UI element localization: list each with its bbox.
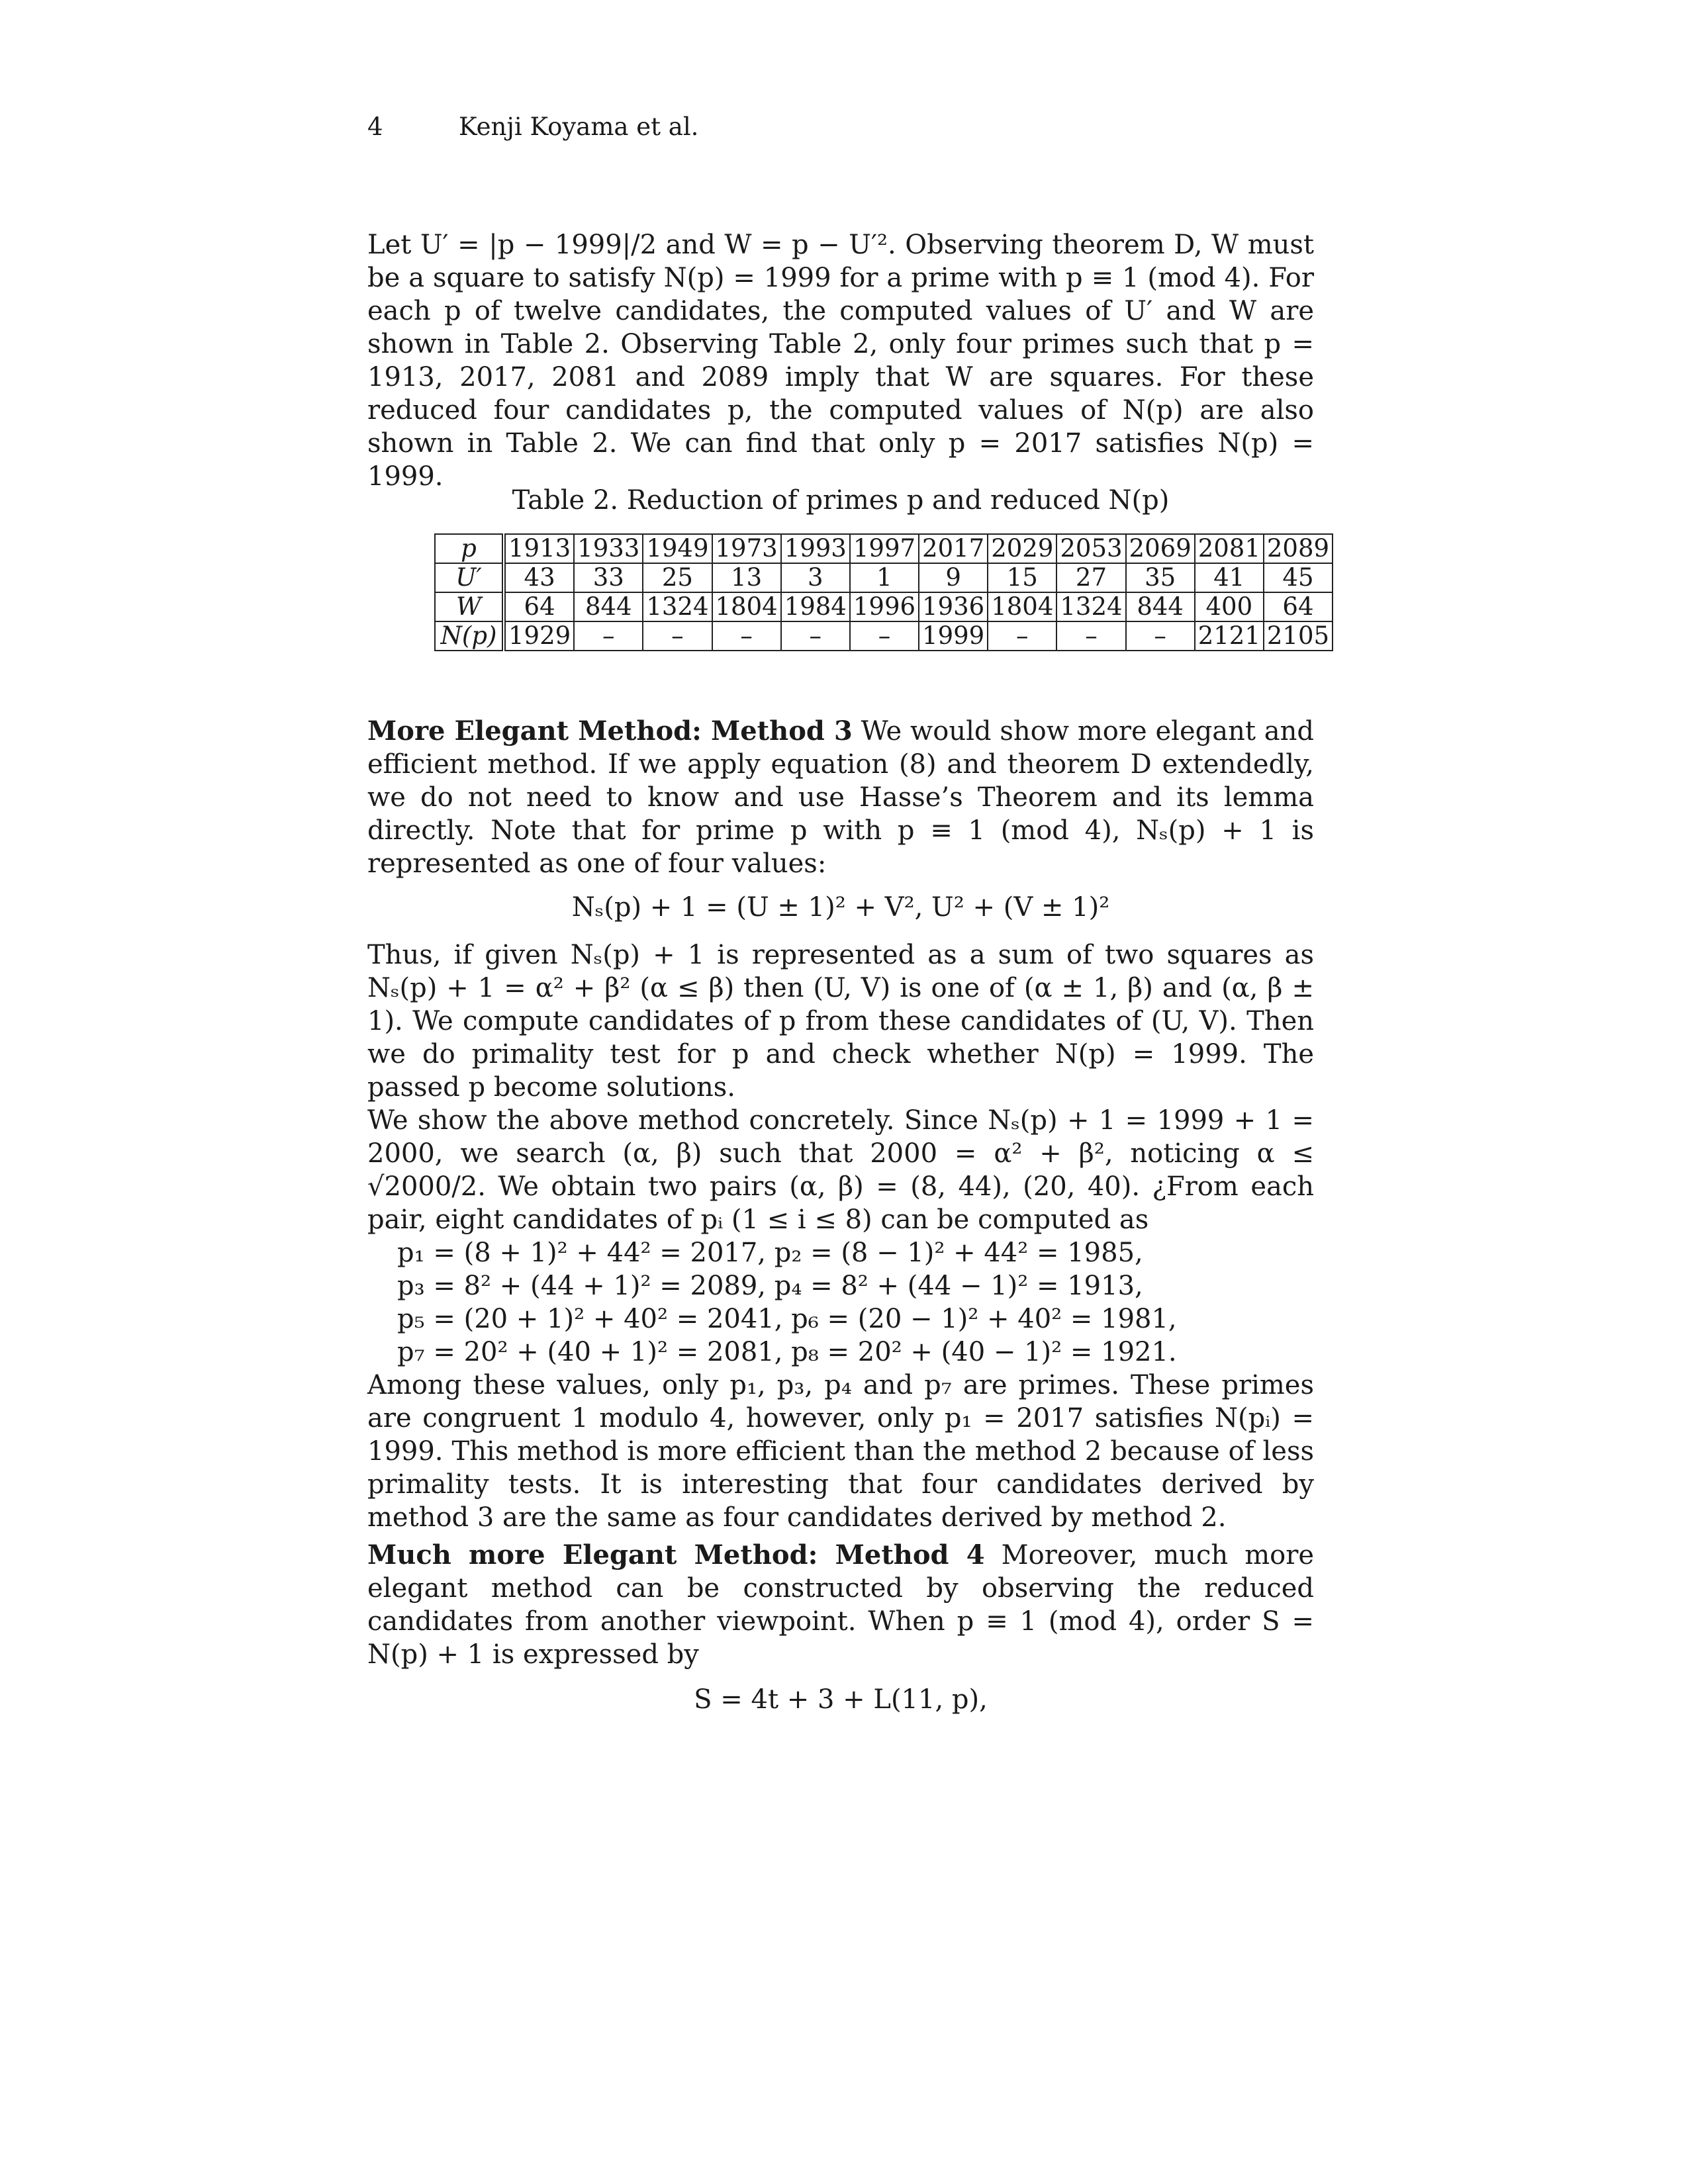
table-row bbox=[435, 534, 1333, 563]
table-cell: 1984 bbox=[781, 592, 850, 621]
table-cell: 15 bbox=[988, 563, 1056, 592]
table-cell: 1929 bbox=[504, 621, 574, 651]
table-cell: 2081 bbox=[1195, 534, 1264, 563]
method4-heading: Much more Elegant Method: Method 4 bbox=[367, 1539, 985, 1570]
row-label: W bbox=[435, 592, 504, 621]
table-cell: 2105 bbox=[1264, 621, 1333, 651]
table-cell: – bbox=[643, 621, 712, 651]
section-method-4 bbox=[367, 1539, 1314, 1716]
table-cell: 1999 bbox=[919, 621, 988, 651]
table-row bbox=[435, 563, 1333, 592]
table-caption: Table 2. Reduction of primes p and reduced N(p) bbox=[512, 485, 1170, 516]
table-cell: 41 bbox=[1195, 563, 1264, 592]
table-reduction-of-primes bbox=[434, 533, 1333, 651]
table-cell: 64 bbox=[504, 592, 574, 621]
table-cell: 1324 bbox=[1056, 592, 1125, 621]
page-number: 4 bbox=[367, 113, 383, 141]
method3-intro-paragraph bbox=[367, 715, 1314, 880]
table-cell: 1949 bbox=[643, 534, 712, 563]
row-label: U′ bbox=[435, 563, 504, 592]
table-cell: 1804 bbox=[988, 592, 1056, 621]
candidate-equation: p₁ = (8 + 1)² + 44² = 2017, p₂ = (8 − 1)² + 44² = 1985, bbox=[397, 1238, 1143, 1268]
table-cell: – bbox=[850, 621, 919, 651]
table-cell: – bbox=[712, 621, 781, 651]
table-cell: – bbox=[574, 621, 643, 651]
table-cell: 45 bbox=[1264, 563, 1333, 592]
candidate-equation: p₅ = (20 + 1)² + 40² = 2041, p₆ = (20 − 1)² + 40² = 1981, bbox=[397, 1304, 1177, 1334]
table-cell: 1913 bbox=[504, 534, 574, 563]
table-cell: 13 bbox=[712, 563, 781, 592]
method3-paragraph-3: We show the above method concretely. Since Nₛ(p) + 1 = 1999 + 1 = 2000, we search (α, β) such that 2000 = α² + β², noticing α ≤ √2000/2. We obtain two pairs (α, β) = (8, 44), (20, 40). ¿From each pair, eight candidates of pᵢ (1 ≤ i ≤ 8) can be computed as bbox=[367, 1105, 1314, 1235]
table-cell: 35 bbox=[1126, 563, 1195, 592]
paragraph-text: Let U′ = |p − 1999|/2 and W = p − U′². Observing theorem D, W must be a square to satisfy N(p) = 1999 for a prime with p ≡ 1 (mod 4). For each p of twelve candidates, the computed values of U′ and W are shown in Table 2. Observing Table 2, only four primes such that p = 1913, 2017, 2081 and 2089 imply that W are squares. For these reduced four candidates p, the computed values of N(p) are also shown in Table 2. We can find that only p = 2017 satisfies N(p) = 1999. bbox=[367, 230, 1314, 492]
row-label: p bbox=[435, 534, 504, 563]
table-cell: 1936 bbox=[919, 592, 988, 621]
table-cell: 1 bbox=[850, 563, 919, 592]
table-cell: 25 bbox=[643, 563, 712, 592]
table-cell: 1996 bbox=[850, 592, 919, 621]
table-cell: 2069 bbox=[1126, 534, 1195, 563]
table-row bbox=[435, 592, 1333, 621]
table-cell: 3 bbox=[781, 563, 850, 592]
table-cell: 1997 bbox=[850, 534, 919, 563]
method3-intro: We would show more elegant and efficient method. If we apply equation (8) and theorem D extendedly, we do not need to know and use Hasse’s Theorem and its lemma directly. Note that for prime p with p ≡ 1 (mod 4), Nₛ(p) + 1 is represented as one of four values: bbox=[367, 716, 1314, 879]
table-cell: – bbox=[1056, 621, 1125, 651]
table-cell: 844 bbox=[574, 592, 643, 621]
table-cell: 1973 bbox=[712, 534, 781, 563]
table-cell: – bbox=[781, 621, 850, 651]
table-cell: 1324 bbox=[643, 592, 712, 621]
candidate-equations bbox=[367, 1236, 1314, 1369]
table-cell: 1993 bbox=[781, 534, 850, 563]
table-cell: 2121 bbox=[1195, 621, 1264, 651]
table-cell: 33 bbox=[574, 563, 643, 592]
method4-display-equation: S = 4t + 3 + L(11, p), bbox=[694, 1684, 988, 1715]
table-cell: 43 bbox=[504, 563, 574, 592]
table-cell: 2029 bbox=[988, 534, 1056, 563]
method4-intro-paragraph bbox=[367, 1539, 1314, 1671]
table-cell: 1804 bbox=[712, 592, 781, 621]
method3-display-equation: Nₛ(p) + 1 = (U ± 1)² + V², U² + (V ± 1)² bbox=[571, 892, 1110, 923]
table-cell: 400 bbox=[1195, 592, 1264, 621]
table-cell: 2053 bbox=[1056, 534, 1125, 563]
method4-intro: Moreover, much more elegant method can be constructed by observing the reduced candidates from another viewpoint. When p ≡ 1 (mod 4), order S = N(p) + 1 is expressed by bbox=[367, 1540, 1315, 1670]
row-label: N(p) bbox=[435, 621, 504, 651]
section-method-3 bbox=[367, 715, 1314, 1534]
table-cell: 1933 bbox=[574, 534, 643, 563]
table-cell: 64 bbox=[1264, 592, 1333, 621]
table-cell: 27 bbox=[1056, 563, 1125, 592]
candidate-equation: p₃ = 8² + (44 + 1)² = 2089, p₄ = 8² + (44 − 1)² = 1913, bbox=[397, 1271, 1143, 1301]
paragraph-reduction bbox=[367, 228, 1314, 493]
running-authors: Kenji Koyama et al. bbox=[459, 113, 699, 141]
table-cell: 9 bbox=[919, 563, 988, 592]
table-cell: 844 bbox=[1126, 592, 1195, 621]
method3-heading: More Elegant Method: Method 3 bbox=[367, 715, 853, 747]
table-cell: – bbox=[988, 621, 1056, 651]
table-cell: 2089 bbox=[1264, 534, 1333, 563]
candidate-equation: p₇ = 20² + (40 + 1)² = 2081, p₈ = 20² + (40 − 1)² = 1921. bbox=[397, 1337, 1177, 1367]
method3-paragraph-4: Among these values, only p₁, p₃, p₄ and p₇ are primes. These primes are congruent 1 modulo 4, however, only p₁ = 2017 satisfies N(pᵢ) = 1999. This method is more efficient than the method 2 because of less primality tests. It is interesting that four candidates derived by method 3 are the same as four candidates derived by method 2. bbox=[367, 1370, 1314, 1533]
table-cell: 2017 bbox=[919, 534, 988, 563]
table-cell: – bbox=[1126, 621, 1195, 651]
table-row bbox=[435, 621, 1333, 651]
method3-paragraph-2: Thus, if given Nₛ(p) + 1 is represented as a sum of two squares as Nₛ(p) + 1 = α² + β² (α ≤ β) then (U, V) is one of (α ± 1, β) and (α, β ± 1). We compute candidates of p from these candidates of (U, V). Then we do primality test for p and check whether N(p) = 1999. The passed p become solutions. bbox=[367, 940, 1314, 1103]
